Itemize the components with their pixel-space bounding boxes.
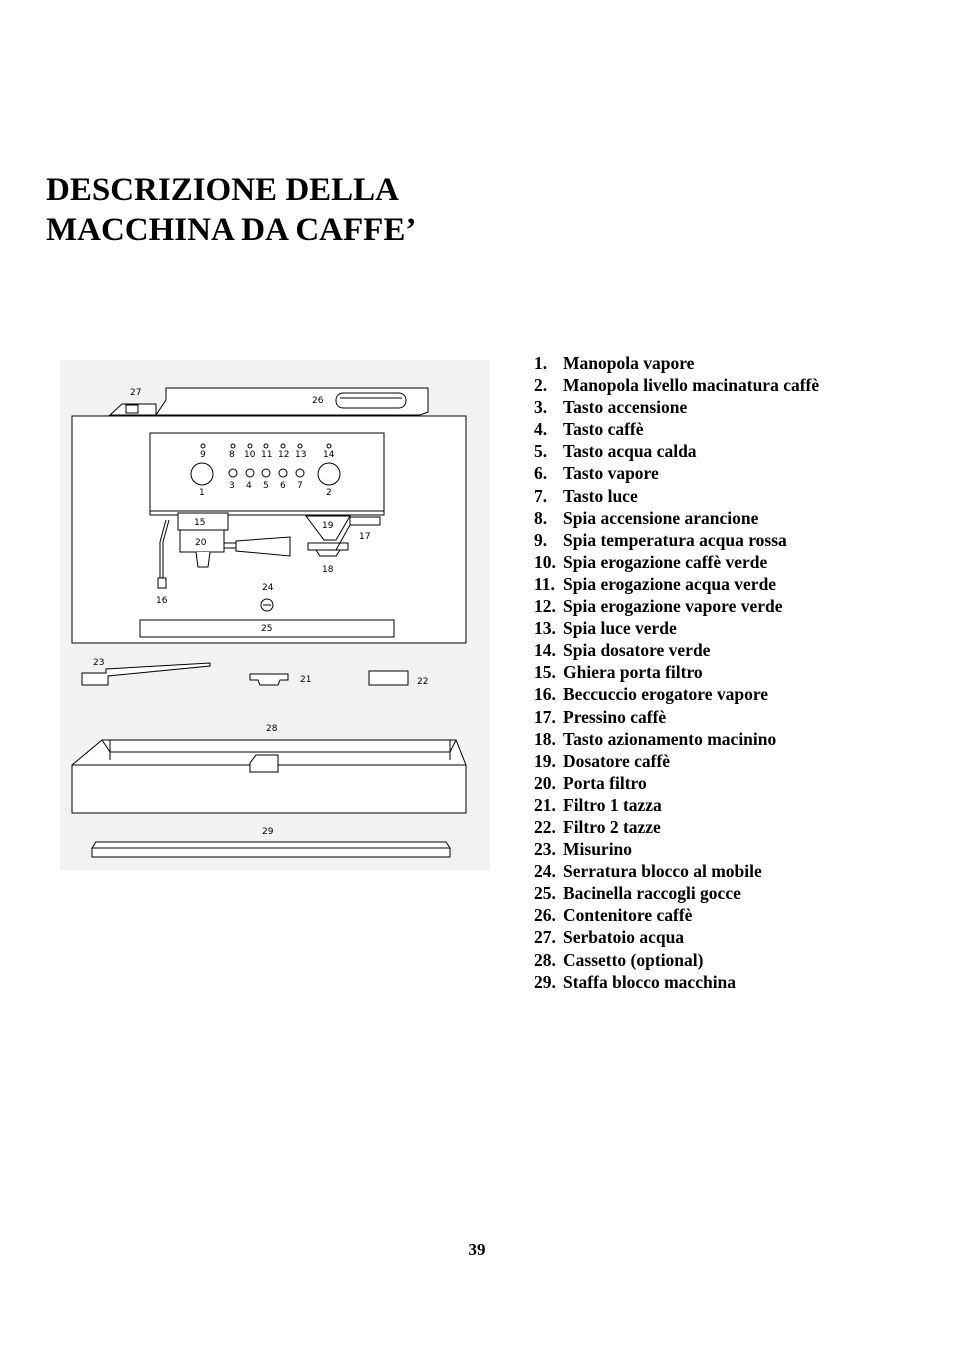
list-item: 10. Spia erogazione caffè verde [534, 551, 768, 572]
label-6: 6 [280, 481, 286, 491]
list-item: 22. Filtro 2 tazze [534, 816, 661, 837]
label-7: 7 [297, 481, 303, 491]
steam-knob [191, 463, 213, 485]
label-21: 21 [300, 675, 312, 685]
label-10: 10 [244, 450, 256, 460]
list-item: 16. Beccuccio erogatore vapore [534, 684, 769, 705]
label-8: 8 [229, 450, 235, 460]
list-item: 25. Bacinella raccogli gocce [534, 883, 741, 904]
list-item: 28. Cassetto (optional) [534, 949, 704, 970]
list-item: 19. Dosatore caffè [534, 750, 671, 771]
title-line-1: DESCRIZIONE DELLA [46, 172, 400, 208]
coffee-machine-diagram [60, 360, 490, 870]
filter-two-cups [369, 671, 408, 685]
list-item: 1. Manopola vapore [534, 353, 695, 373]
label-12: 12 [278, 450, 290, 460]
label-18: 18 [322, 565, 334, 575]
label-15: 15 [194, 518, 206, 528]
drawer [72, 740, 466, 813]
label-19: 19 [322, 521, 334, 531]
label-25: 25 [261, 624, 273, 634]
label-27: 27 [130, 388, 142, 398]
parts-list [534, 352, 819, 993]
label-14: 14 [323, 450, 335, 460]
label-5: 5 [263, 481, 269, 491]
list-item: 8. Spia accensione arancione [534, 507, 759, 528]
label-22: 22 [417, 677, 429, 687]
list-item: 3. Tasto accensione [534, 397, 688, 418]
label-28: 28 [266, 724, 278, 734]
label-1: 1 [199, 488, 205, 498]
label-2: 2 [326, 488, 332, 498]
label-23: 23 [93, 658, 105, 668]
list-item: 23. Misurino [534, 839, 633, 860]
label-13: 13 [295, 450, 307, 460]
list-item: 7. Tasto luce [534, 485, 638, 506]
bracket [92, 842, 450, 857]
list-item: 29. Staffa blocco macchina [534, 971, 737, 992]
title-line-2: MACCHINA DA CAFFE’ [46, 212, 417, 248]
grind-knob [318, 463, 340, 485]
label-11: 11 [261, 450, 273, 460]
label-26: 26 [312, 396, 324, 406]
list-item: 12. Spia erogazione vapore verde [534, 596, 783, 617]
list-item: 5. Tasto acqua calda [534, 441, 697, 462]
list-item: 20. Porta filtro [534, 772, 647, 793]
list-item: 15. Ghiera porta filtro [534, 662, 703, 683]
list-item: 13. Spia luce verde [534, 618, 677, 639]
tamper [350, 517, 380, 525]
list-item: 18. Tasto azionamento macinino [534, 728, 777, 749]
page-number: 39 [468, 1240, 486, 1259]
page-title [46, 170, 416, 250]
list-item: 21. Filtro 1 tazza [534, 794, 662, 815]
label-17: 17 [359, 532, 371, 542]
list-item: 17. Pressino caffè [534, 706, 667, 727]
label-29: 29 [262, 827, 274, 837]
list-item: 24. Serratura blocco al mobile [534, 861, 762, 882]
label-24: 24 [262, 583, 274, 593]
label-9: 9 [200, 450, 206, 460]
list-item: 2. Manopola livello macinatura caffè [534, 375, 820, 396]
list-item: 4. Tasto caffè [534, 419, 644, 440]
label-4: 4 [246, 481, 252, 491]
list-item: 27. Serbatoio acqua [534, 927, 685, 948]
list-item: 11. Spia erogazione acqua verde [534, 573, 777, 594]
list-item: 14. Spia dosatore verde [534, 640, 711, 661]
list-item: 9. Spia temperatura acqua rossa [534, 529, 787, 550]
label-20: 20 [195, 538, 207, 548]
label-3: 3 [229, 481, 235, 491]
list-item: 6. Tasto vapore [534, 463, 659, 484]
list-item: 26. Contenitore caffè [534, 905, 693, 926]
label-16: 16 [156, 596, 168, 606]
